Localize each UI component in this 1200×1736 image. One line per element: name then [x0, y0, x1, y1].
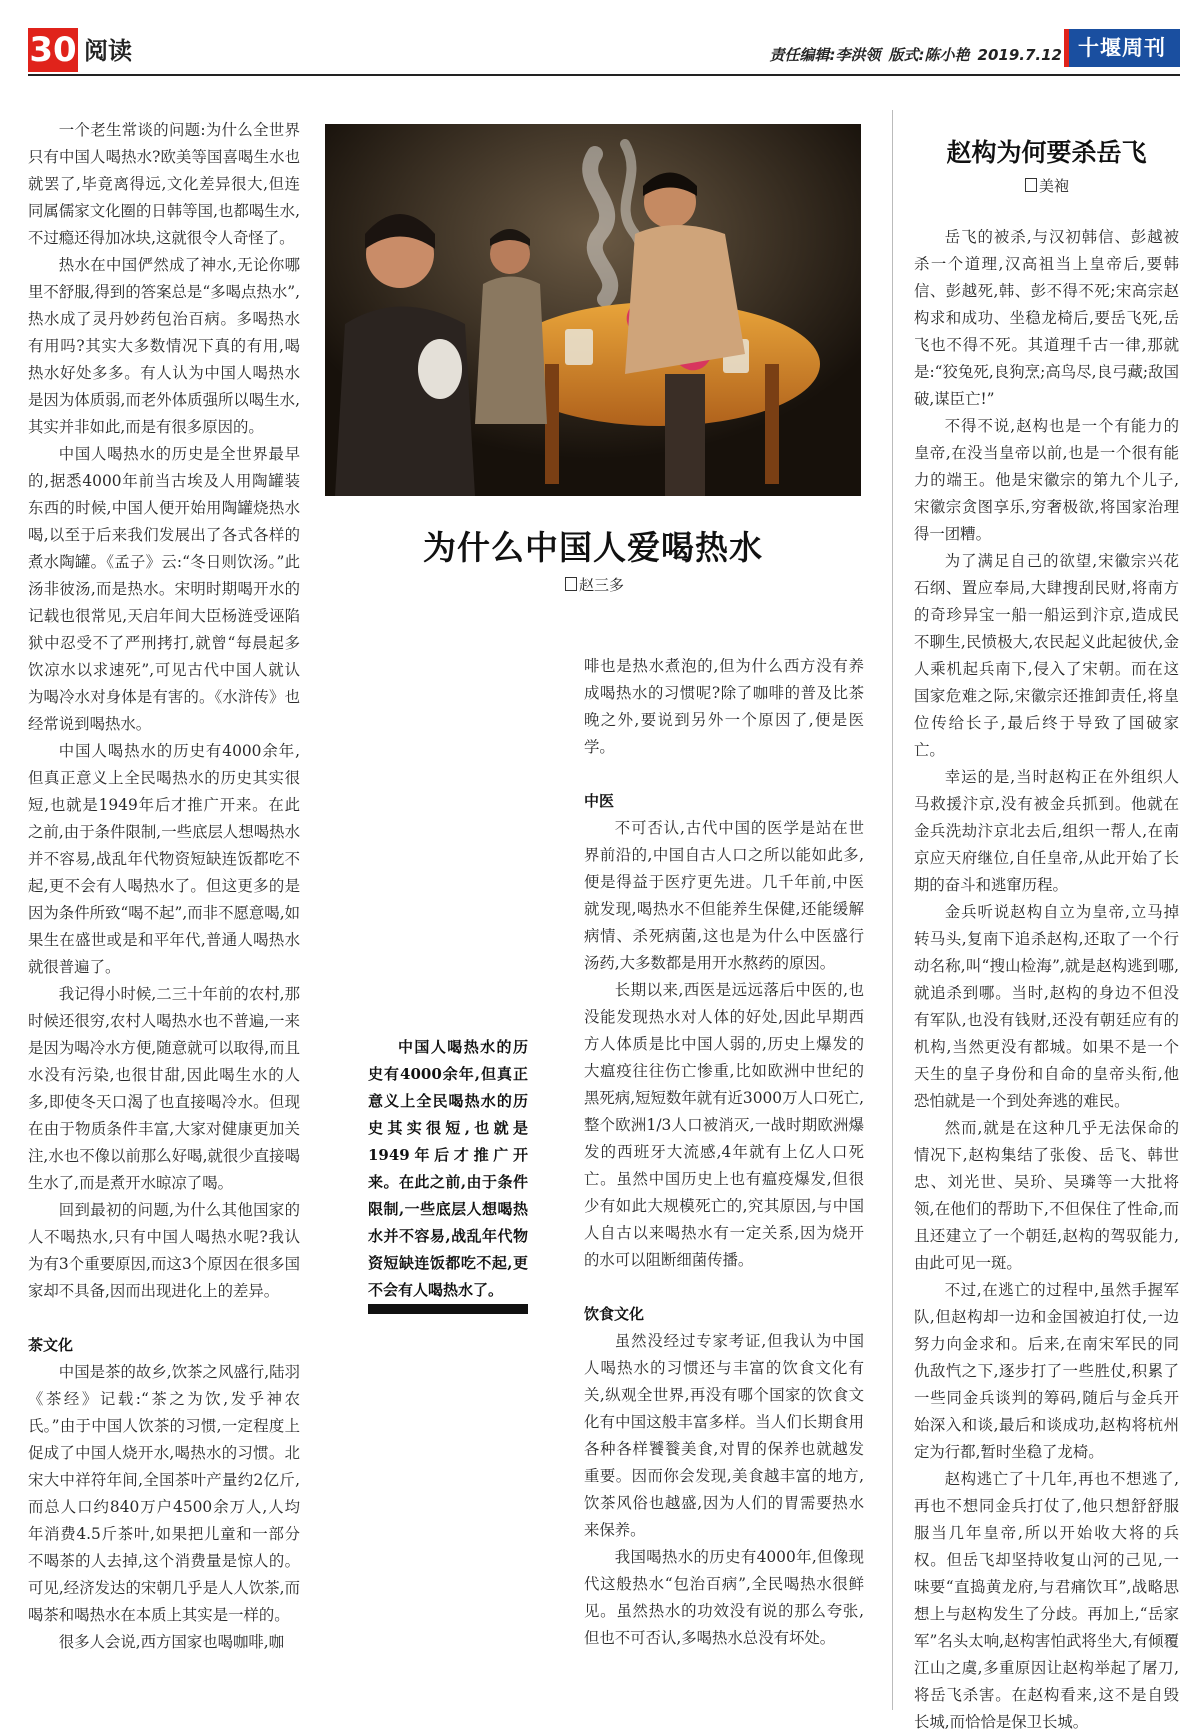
- header-rule: [28, 74, 1180, 76]
- main-article-author: 赵三多: [579, 576, 625, 594]
- main-article-column-1: [28, 117, 300, 1656]
- side-article-byline: [1025, 176, 1069, 196]
- pull-quote-text: 中国人喝热水的历史有4000余年,但真正意义上全民喝热水的历史其实很短,也就是1949年后才推广开来。在此之前,由于条件限制,一些底层人想喝热水并不容易,战乱年代物资短缺连饭都吃不起,更不会有人喝热水了。: [368, 1038, 528, 1299]
- byline-box-icon: [565, 577, 577, 591]
- body-paragraph: 长期以来,西医是远远落后中医的,也没能发现热水对人体的好处,因此早期西方人体质是比中国人弱的,历史上爆发的大瘟疫往往伤亡惨重,比如欧洲中世纪的黑死病,短短数年就有近3000万人口死亡,整个欧洲1/3人口被消灭,一战时期欧洲爆发的西班牙大流感,4年就有上亿人口死亡。虽然中国历史上也有瘟疫爆发,但很少有如此大规模死亡的,究其原因,与中国人自古以来喝热水有一定关系,因为烧开的水可以阻断细菌传播。: [584, 981, 864, 1269]
- body-paragraph: 虽然没经过专家考证,但我认为中国人喝热水的习惯还与丰富的饮食文化有关,纵观全世界,再没有哪个国家的饮食文化有中国这般丰富多样。当人们长期食用各种各样饕餮美食,对胃的保养也就越发重要。因而你会发现,美食越丰富的地方,饮茶风俗也越盛,因为人们的胃需要热水来保养。: [584, 1332, 864, 1539]
- main-article-title: 为什么中国人爱喝热水: [423, 528, 763, 567]
- body-paragraph: 啡也是热水煮泡的,但为什么西方没有养成喝热水的习惯呢?除了咖啡的普及比茶晚之外,要说到另外一个原因了,便是医学。: [584, 657, 864, 756]
- page-number: 30: [29, 30, 77, 70]
- body-paragraph: 幸运的是,当时赵构正在外组织人马救援汴京,没有被金兵抓到。他就在金兵洗劫汴京北去后,组织一帮人,在南京应天府继位,自任皇帝,从此开始了长期的奋斗和逃窜历程。: [914, 768, 1179, 894]
- section-gap: [584, 1274, 864, 1301]
- issue-date: 2019.7.12: [977, 46, 1062, 64]
- photo-illustration: [325, 124, 861, 496]
- body-paragraph: 我国喝热水的历史有4000年,但像现代这般热水“包治百病”,全民喝热水很鲜见。虽然热水的功效没有说的那么夸张,但也不可否认,多喝热水总没有坏处。: [584, 1548, 864, 1647]
- body-paragraph: 岳飞的被杀,与汉初韩信、彭越被杀一个道理,汉高祖当上皇帝后,要韩信、彭越死,韩、彭不得不死;宋高宗赵构求和成功、坐稳龙椅后,要岳飞死,岳飞也不得不死。其道理千古一律,那就是:“狡兔死,良狗烹;高鸟尽,良弓藏;敌国破,谋臣亡!”: [914, 228, 1179, 408]
- editor-credit: 责任编辑:李洪领: [769, 46, 881, 64]
- column-divider: [892, 110, 893, 1710]
- layout-credit: 版式:陈小艳: [888, 46, 970, 64]
- body-paragraph: 中国是茶的故乡,饮茶之风盛行,陆羽《茶经》记载:“茶之为饮,发乎神农氏。”由于中国人饮茶的习惯,一定程度上促成了中国人烧开水,喝热水的习惯。北宋大中祥符年间,全国茶叶产量约2亿斤,而总人口约840万户4500余万人,人均年消费4.5斤茶叶,如果把儿童和一部分不喝茶的人去掉,这个消费量是惊人的。可见,经济发达的宋朝几乎是人人饮茶,而喝茶和喝热水在本质上其实是一样的。: [28, 1363, 300, 1624]
- body-paragraph: 一个老生常谈的问题:为什么全世界只有中国人喝热水?欧美等国喜喝生水也就罢了,毕竟离得远,文化差异很大,但连同属儒家文化圈的日韩等国,也都喝生水,不过瘾还得加冰块,这就很令人奇怪了。: [28, 121, 300, 247]
- pull-quote-rule: [368, 1304, 528, 1314]
- body-paragraph: 我记得小时候,二三十年前的农村,那时候还很穷,农村人喝热水也不普遍,一来是因为喝冷水方便,随意就可以取得,而且水没有污染,也很甘甜,因此喝生水的人多,即使冬天口渴了也直接喝冷水。但现在由于物质条件丰富,大家对健康更加关注,水也不像以前那么好喝,就很少直接喝生水了,而是煮开水晾凉了喝。: [28, 985, 300, 1192]
- section-gap: [584, 761, 864, 788]
- main-article-column-3: [584, 653, 864, 1652]
- body-paragraph: 赵构逃亡了十几年,再也不想逃了,再也不想同金兵打仗了,他只想舒舒服服当几年皇帝,所以开始收大将的兵权。但岳飞却坚持收复山河的己见,一味要“直捣黄龙府,与君痛饮耳”,战略思想上与赵构发生了分歧。再加上,“岳家军”名头太响,赵构害怕武将坐大,有倾覆江山之虞,多重原因让赵构举起了屠刀,将岳飞杀害。在赵构看来,这不是自毁长城,而恰恰是保卫长城。: [914, 1470, 1179, 1731]
- section-heading: 中医: [584, 792, 615, 810]
- section-label: 阅读: [84, 37, 132, 65]
- body-paragraph: 回到最初的问题,为什么其他国家的人不喝热水,只有中国人喝热水呢?我认为有3个重要原因,而这3个原因在很多国家却不具备,因而出现进化上的差异。: [28, 1201, 300, 1300]
- side-article-title: 赵构为何要杀岳飞: [946, 138, 1147, 167]
- main-article-byline: [565, 575, 624, 595]
- body-paragraph: 为了满足自己的欲望,宋徽宗兴花石纲、置应奉局,大肆搜刮民财,将南方的奇珍异宝一船一船运到汴京,造成民不聊生,民愤极大,农民起义此起彼伏,金人乘机起兵南下,侵入了宋朝。而在这国家危难之际,宋徽宗还推卸责任,将皇位传给长子,最后终于导致了国破家亡。: [914, 552, 1179, 759]
- body-paragraph: 中国人喝热水的历史是全世界最早的,据悉4000年前当古埃及人用陶罐装东西的时候,中国人便开始用陶罐烧热水喝,以至于后来我们发展出了各式各样的煮水陶罐。《孟子》云:“冬日则饮汤。”此汤非彼汤,而是热水。宋明时期喝开水的记载也很常见,天启年间大臣杨涟受诬陷狱中忍受不了严刑拷打,就曾“每晨起多饮凉水以求速死”,可见古代中国人就认为喝冷水对身体是有害的。《水浒传》也经常说到喝热水。: [28, 445, 300, 733]
- section-heading: 饮食文化: [584, 1305, 645, 1323]
- section-gap: [28, 1305, 300, 1332]
- masthead-meta: [762, 45, 1062, 65]
- body-paragraph: 不得不说,赵构也是一个有能力的皇帝,在没当皇帝以前,也是一个很有能力的端王。他是宋徽宗的第九个儿子,宋徽宗贪图享乐,穷奢极欲,将国家治理得一团糟。: [914, 417, 1179, 543]
- body-paragraph: 不过,在逃亡的过程中,虽然手握军队,但赵构却一边和金国被迫打仗,一边努力向金求和。后来,在南宋军民的同仇敌忾之下,逐步打了一些胜仗,积累了一些同金兵谈判的筹码,随后与金兵开始深入和谈,最后和谈成功,赵构将杭州定为行都,暂时坐稳了龙椅。: [914, 1281, 1179, 1461]
- side-article-column: [914, 224, 1179, 1736]
- body-paragraph: 热水在中国俨然成了神水,无论你哪里不舒服,得到的答案总是“多喝点热水”,热水成了灵丹妙药包治百病。多喝热水有用吗?其实大多数情况下真的有用,喝热水好处多多。有人认为中国人喝热水是因为体质弱,而老外体质强所以喝生水,其实并非如此,而是有很多原因的。: [28, 256, 300, 436]
- publication-logo: 十堰周刊: [1064, 29, 1180, 67]
- body-paragraph: 金兵听说赵构自立为皇帝,立马掉转马头,复南下追杀赵构,还取了一个行动名称,叫“搜山检海”,就是赵构逃到哪,就追杀到哪。当时,赵构的身边不但没有军队,也没有钱财,还没有朝廷应有的机构,当然更没有都城。如果不是一个天生的皇子身份和自命的皇帝头衔,他恐怕就是一个到处奔逃的难民。: [914, 903, 1179, 1110]
- body-paragraph: 中国人喝热水的历史有4000余年,但真正意义上全民喝热水的历史其实很短,也就是1949年后才推广开来。在此之前,由于条件限制,一些底层人想喝热水并不容易,战乱年代物资短缺连饭都吃不起,更不会有人喝热水了。但这更多的是因为条件所致“喝不起”,而非不愿意喝,如果生在盛世或是和平年代,普通人喝热水就很普遍了。: [28, 742, 300, 976]
- body-paragraph: 很多人会说,西方国家也喝咖啡,咖: [58, 1633, 285, 1651]
- pull-quote: [368, 1034, 528, 1304]
- article-photo: [325, 124, 861, 496]
- body-paragraph: 然而,就是在这种几乎无法保命的情况下,赵构集结了张俊、岳飞、韩世忠、刘光世、吴玠、吴璘等一大批将领,在他们的帮助下,不但保住了性命,而且还建立了一个朝廷,赵构的驾驭能力,由此可见一斑。: [914, 1119, 1179, 1272]
- side-article-author: 美袍: [1039, 177, 1070, 195]
- section-heading: 茶文化: [28, 1336, 74, 1354]
- body-paragraph: 不可否认,古代中国的医学是站在世界前沿的,中国自古人口之所以能如此多,便是得益于医疗更先进。几千年前,中医就发现,喝热水不但能养生保健,还能缓解病情、杀死病菌,这也是为什么中医盛行汤药,大多数都是用开水熬药的原因。: [584, 819, 864, 972]
- byline-box-icon: [1025, 178, 1037, 192]
